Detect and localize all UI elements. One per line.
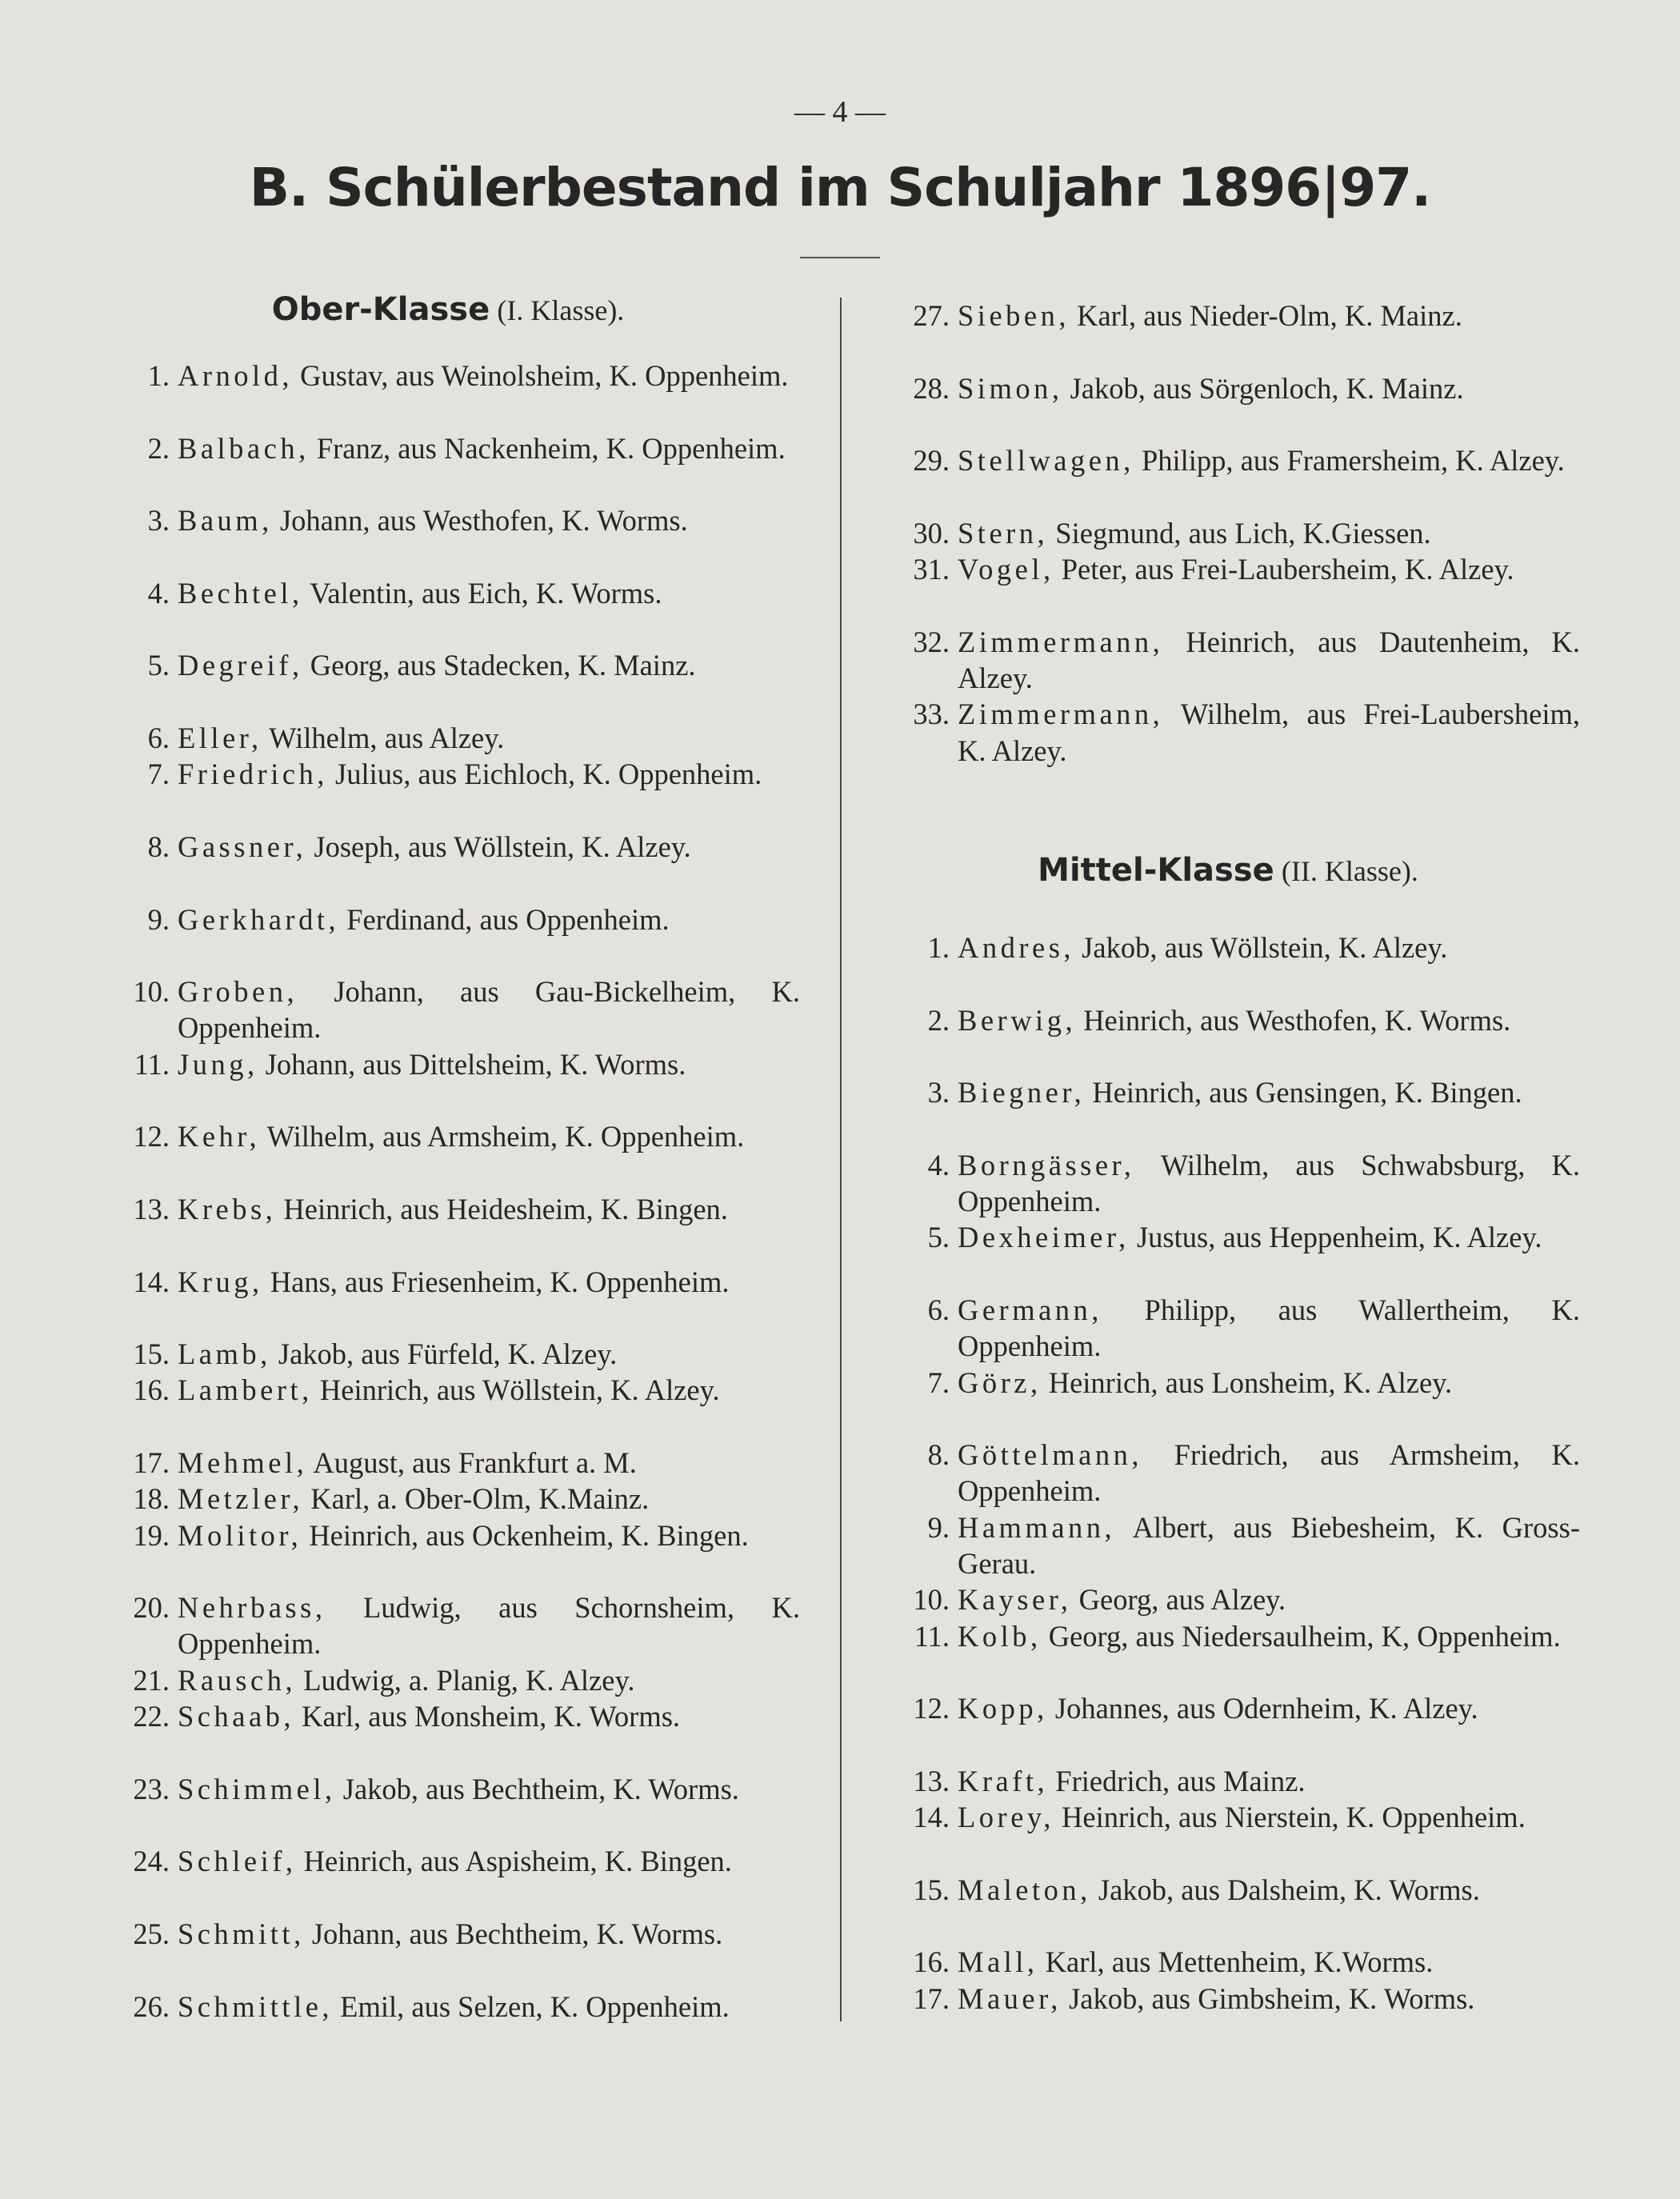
- student-details: Wilhelm, aus Schwabsburg, K. Oppenheim.: [958, 1148, 1580, 1218]
- entry-text: [950, 1944, 1580, 1980]
- student-surname: Degreif,: [178, 649, 303, 682]
- entry-text: [950, 696, 1580, 769]
- student-details: Jakob, aus Gimbsheim, K. Worms.: [1069, 1981, 1475, 2015]
- student-surname: Gerkhardt,: [178, 902, 340, 936]
- student-details: Heinrich, aus Ockenheim, K. Bingen.: [309, 1518, 749, 1552]
- entry-number: 20.: [133, 1591, 170, 1625]
- entry-text: [170, 502, 800, 538]
- student-details: Jakob, aus Sörgenloch, K. Mainz.: [1070, 371, 1464, 405]
- entry-text: [950, 551, 1580, 587]
- student-surname: Zimmermann,: [958, 698, 1164, 731]
- entry-text: [170, 1771, 800, 1807]
- entry-number: 11.: [134, 1047, 170, 1081]
- entry-number: 1.: [147, 359, 170, 392]
- student-surname: Sieben,: [958, 299, 1070, 332]
- student-details: Karl, a. Ober-Olm, K.Mainz.: [310, 1482, 650, 1516]
- student-surname: Göttelmann,: [958, 1438, 1142, 1472]
- entry-text: [950, 442, 1580, 478]
- entry-text: [170, 1662, 800, 1698]
- student-details: Siegmund, aus Lich, K.Giessen.: [1055, 516, 1431, 550]
- entry-text: [170, 1698, 800, 1734]
- student-surname: Molitor,: [178, 1518, 302, 1552]
- student-surname: Stellwagen,: [958, 444, 1134, 478]
- entry-text: [950, 298, 1580, 334]
- student-details: Georg, aus Niedersaulheim, K, Oppenheim.: [1048, 1619, 1561, 1653]
- column-divider: [840, 298, 842, 2021]
- student-details: Heinrich, aus Gensingen, K. Bingen.: [1092, 1076, 1522, 1109]
- entry-number: 16.: [133, 1373, 170, 1407]
- entry-text: [170, 1517, 800, 1553]
- entry-number: 9.: [927, 1510, 950, 1544]
- entry-text: [950, 1074, 1580, 1110]
- student-details: Johann, aus Dittelsheim, K. Worms.: [265, 1047, 686, 1081]
- entry-text: [950, 1437, 1580, 1509]
- student-surname: Mehmel,: [178, 1446, 308, 1479]
- student-surname: Germann,: [958, 1293, 1102, 1326]
- title-rule: [800, 257, 880, 258]
- student-details: Julius, aus Eichloch, K. Oppenheim.: [335, 758, 762, 791]
- student-surname: Eller,: [178, 722, 262, 754]
- entry-number: 11.: [914, 1619, 950, 1653]
- entry-text: [950, 1581, 1580, 1617]
- entry-number: 32.: [913, 625, 950, 658]
- student-details: Johann, aus Bechtheim, K. Worms.: [311, 1917, 723, 1950]
- entry-text: [170, 575, 800, 611]
- student-details: Karl, aus Mettenheim, K.Worms.: [1045, 1945, 1434, 1979]
- student-details: Philipp, aus Framersheim, K. Alzey.: [1141, 444, 1565, 478]
- student-details: Ferdinand, aus Oppenheim.: [346, 902, 670, 936]
- student-surname: Krebs,: [178, 1192, 277, 1225]
- student-surname: Stern,: [958, 516, 1049, 550]
- entry-number: 2.: [927, 1003, 950, 1037]
- entry-text: [170, 1264, 800, 1300]
- student-surname: Görz,: [958, 1365, 1042, 1399]
- student-surname: Berwig,: [958, 1003, 1077, 1037]
- entry-number: 16.: [913, 1945, 950, 1979]
- entry-number: 22.: [133, 1700, 170, 1733]
- entry-text: [950, 1981, 1580, 2017]
- student-surname: Schleif,: [178, 1845, 297, 1878]
- entry-number: 17.: [913, 1981, 950, 2015]
- entry-number: 14.: [133, 1265, 170, 1298]
- entry-number: 6.: [927, 1293, 950, 1326]
- student-details: Justus, aus Heppenheim, K. Alzey.: [1136, 1221, 1542, 1254]
- entry-number: 25.: [133, 1917, 170, 1950]
- student-surname: Kopp,: [958, 1692, 1048, 1725]
- entry-number: 6.: [147, 722, 170, 754]
- student-surname: Mauer,: [958, 1981, 1062, 2015]
- entry-number: 13.: [133, 1192, 170, 1225]
- entry-text: [950, 624, 1580, 697]
- student-details: Wilhelm, aus Alzey.: [269, 722, 505, 754]
- student-surname: Borngässer,: [958, 1148, 1135, 1181]
- entry-text: [950, 1002, 1580, 1038]
- entry-text: [170, 756, 800, 792]
- student-surname: Metzler,: [178, 1482, 304, 1516]
- entry-text: [950, 1872, 1580, 1908]
- entry-number: 7.: [147, 758, 170, 791]
- entry-text: [170, 1336, 800, 1372]
- student-surname: Nehrbass,: [178, 1591, 326, 1625]
- entry-text: [170, 720, 800, 756]
- entry-number: 5.: [147, 649, 170, 682]
- student-surname: Friedrich,: [178, 758, 328, 791]
- student-details: Heinrich, aus Wöllstein, K. Alzey.: [319, 1373, 720, 1407]
- entry-text: [170, 1191, 800, 1227]
- entry-text: [950, 1763, 1580, 1799]
- student-surname: Schmittle,: [178, 1989, 334, 2023]
- entry-number: 28.: [913, 371, 950, 405]
- student-surname: Lamb,: [178, 1337, 271, 1371]
- entry-number: 10.: [133, 975, 170, 1009]
- student-surname: Simon,: [958, 371, 1063, 405]
- student-surname: Baum,: [178, 504, 273, 538]
- student-details: August, aus Frankfurt a. M.: [313, 1446, 637, 1479]
- entry-number: 7.: [927, 1365, 950, 1399]
- student-details: Friedrich, aus Armsheim, K. Oppenheim.: [958, 1438, 1581, 1508]
- student-surname: Vogel,: [958, 553, 1054, 586]
- page-number: — 4 —: [794, 95, 886, 129]
- student-surname: Schimmel,: [178, 1772, 336, 1805]
- entry-number: 5.: [927, 1221, 950, 1254]
- class-number-label: (I. Klasse).: [497, 294, 625, 326]
- student-surname: Schmitt,: [178, 1917, 305, 1950]
- student-surname: Gassner,: [178, 830, 307, 863]
- entry-text: [170, 1589, 800, 1662]
- student-surname: Jung,: [178, 1047, 258, 1081]
- entry-number: 10.: [913, 1583, 950, 1617]
- student-details: Heinrich, aus Aspisheim, K. Bingen.: [303, 1845, 732, 1878]
- entry-text: [170, 1916, 800, 1952]
- entry-number: 8.: [147, 830, 170, 863]
- entry-text: [950, 1509, 1580, 1582]
- student-details: Johann, aus Gau-Bickelheim, K. Oppenheim.: [178, 975, 800, 1045]
- class-heading: [96, 290, 800, 330]
- entry-text: [950, 370, 1580, 406]
- student-details: Ludwig, aus Schornsheim, K. Oppenheim.: [178, 1591, 801, 1661]
- student-details: Karl, aus Nieder-Olm, K. Mainz.: [1077, 299, 1462, 332]
- entry-number: 12.: [913, 1692, 950, 1725]
- entry-number: 33.: [913, 698, 950, 731]
- entry-text: [170, 1843, 800, 1879]
- student-surname: Groben,: [178, 975, 298, 1009]
- student-surname: Lambert,: [178, 1373, 313, 1407]
- entry-text: [950, 930, 1580, 966]
- student-details: Franz, aus Nackenheim, K. Oppenheim.: [316, 431, 786, 465]
- student-details: Wilhelm, aus Armsheim, K. Oppenheim.: [266, 1120, 745, 1153]
- student-surname: Hammann,: [958, 1510, 1116, 1544]
- student-details: Heinrich, aus Lonsheim, K. Alzey.: [1048, 1365, 1453, 1399]
- entry-number: 3.: [147, 504, 170, 538]
- student-details: Jakob, aus Bechtheim, K. Worms.: [342, 1772, 739, 1805]
- entry-number: 8.: [927, 1438, 950, 1472]
- entry-text: [170, 1046, 800, 1082]
- entry-number: 15.: [913, 1873, 950, 1906]
- student-details: Georg, aus Stadecken, K. Mainz.: [310, 649, 696, 682]
- class-name: Mittel-Klasse: [1038, 852, 1274, 889]
- student-surname: Arnold,: [178, 359, 294, 392]
- entry-number: 31.: [913, 553, 950, 586]
- student-surname: Mall,: [958, 1945, 1038, 1979]
- entry-number: 19.: [133, 1518, 170, 1552]
- class-heading: [876, 850, 1580, 890]
- entry-number: 4.: [147, 576, 170, 610]
- student-surname: Biegner,: [958, 1076, 1086, 1109]
- entry-text: [170, 974, 800, 1046]
- student-details: Philipp, aus Wallertheim, K. Oppenheim.: [958, 1293, 1580, 1363]
- entry-text: [170, 1481, 800, 1517]
- student-details: Jakob, aus Fürfeld, K. Alzey.: [278, 1337, 618, 1371]
- entry-number: 27.: [913, 299, 950, 332]
- student-details: Friedrich, aus Mainz.: [1055, 1764, 1306, 1797]
- entry-text: [950, 1799, 1580, 1835]
- student-details: Karl, aus Monsheim, K. Worms.: [302, 1700, 681, 1733]
- entry-number: 13.: [913, 1764, 950, 1797]
- student-details: Johann, aus Westhofen, K. Worms.: [279, 504, 688, 538]
- student-details: Johannes, aus Odernheim, K. Alzey.: [1054, 1692, 1478, 1725]
- entry-text: [950, 1147, 1580, 1220]
- entry-text: [170, 430, 800, 466]
- entry-text: [950, 1219, 1580, 1255]
- page-title: B. Schülerbestand im Schuljahr 1896|97.: [249, 157, 1431, 218]
- student-details: Albert, aus Biebesheim, K. Gross-Gerau.: [958, 1510, 1580, 1581]
- student-details: Georg, aus Alzey.: [1078, 1583, 1286, 1617]
- entry-text: [950, 1292, 1580, 1365]
- entry-text: [170, 1989, 800, 2025]
- student-surname: Zimmermann,: [958, 625, 1164, 658]
- entry-text: [950, 515, 1580, 551]
- class-name: Ober-Klasse: [271, 291, 490, 328]
- entry-text: [170, 829, 800, 865]
- entry-number: 18.: [133, 1482, 170, 1516]
- student-details: Heinrich, aus Heidesheim, K. Bingen.: [283, 1192, 728, 1225]
- student-surname: Kolb,: [958, 1619, 1042, 1653]
- student-details: Wilhelm, aus Frei-Laubersheim, K. Alzey.: [958, 698, 1580, 767]
- entry-number: 24.: [133, 1845, 170, 1878]
- student-details: Joseph, aus Wöllstein, K. Alzey.: [314, 830, 691, 863]
- entry-number: 29.: [913, 444, 950, 478]
- entry-number: 14.: [913, 1801, 950, 1834]
- entry-text: [950, 1618, 1580, 1654]
- class-number-label: (II. Klasse).: [1281, 855, 1418, 887]
- entry-text: [950, 1365, 1580, 1401]
- entry-text: [170, 647, 800, 683]
- student-surname: Kehr,: [178, 1120, 261, 1153]
- entry-number: 30.: [913, 516, 950, 550]
- entry-text: [170, 358, 800, 394]
- student-surname: Balbach,: [178, 431, 310, 465]
- student-details: Peter, aus Frei-Laubersheim, K. Alzey.: [1061, 553, 1514, 586]
- student-details: Heinrich, aus Westhofen, K. Worms.: [1083, 1003, 1511, 1037]
- entry-number: 15.: [133, 1337, 170, 1371]
- entry-text: [170, 1372, 800, 1408]
- student-surname: Schaab,: [178, 1700, 295, 1733]
- entry-text: [950, 1690, 1580, 1726]
- student-details: Hans, aus Friesenheim, K. Oppenheim.: [270, 1265, 730, 1298]
- entry-text: [170, 902, 800, 938]
- student-details: Gustav, aus Weinolsheim, K. Oppenheim.: [300, 359, 789, 392]
- student-surname: Dexheimer,: [958, 1221, 1130, 1254]
- student-surname: Andres,: [958, 931, 1075, 964]
- entry-number: 26.: [133, 1989, 170, 2023]
- student-details: Valentin, aus Eich, K. Worms.: [310, 576, 662, 610]
- student-surname: Lorey,: [958, 1801, 1054, 1834]
- student-surname: Maleton,: [958, 1873, 1091, 1906]
- student-details: Emil, aus Selzen, K. Oppenheim.: [340, 1989, 730, 2023]
- student-surname: Rausch,: [178, 1663, 297, 1697]
- student-surname: Krug,: [178, 1265, 263, 1298]
- entry-number: 23.: [133, 1772, 170, 1805]
- entry-number: 3.: [927, 1076, 950, 1109]
- student-surname: Bechtel,: [178, 576, 303, 610]
- entry-number: 4.: [927, 1148, 950, 1181]
- entry-number: 1.: [927, 931, 950, 964]
- student-surname: Kraft,: [958, 1764, 1049, 1797]
- entry-number: 12.: [133, 1120, 170, 1153]
- entry-number: 9.: [147, 902, 170, 936]
- entry-text: [170, 1118, 800, 1154]
- student-details: Heinrich, aus Dautenheim, K. Alzey.: [958, 625, 1581, 694]
- entry-number: 2.: [147, 431, 170, 465]
- entry-number: 21.: [133, 1663, 170, 1697]
- student-details: Jakob, aus Dalsheim, K. Worms.: [1098, 1873, 1480, 1906]
- student-details: Ludwig, a. Planig, K. Alzey.: [303, 1663, 635, 1697]
- student-details: Heinrich, aus Nierstein, K. Oppenheim.: [1062, 1801, 1526, 1834]
- student-surname: Kayser,: [958, 1583, 1072, 1617]
- entry-number: 17.: [133, 1446, 170, 1479]
- entry-text: [170, 1445, 800, 1481]
- student-details: Jakob, aus Wöllstein, K. Alzey.: [1082, 931, 1448, 964]
